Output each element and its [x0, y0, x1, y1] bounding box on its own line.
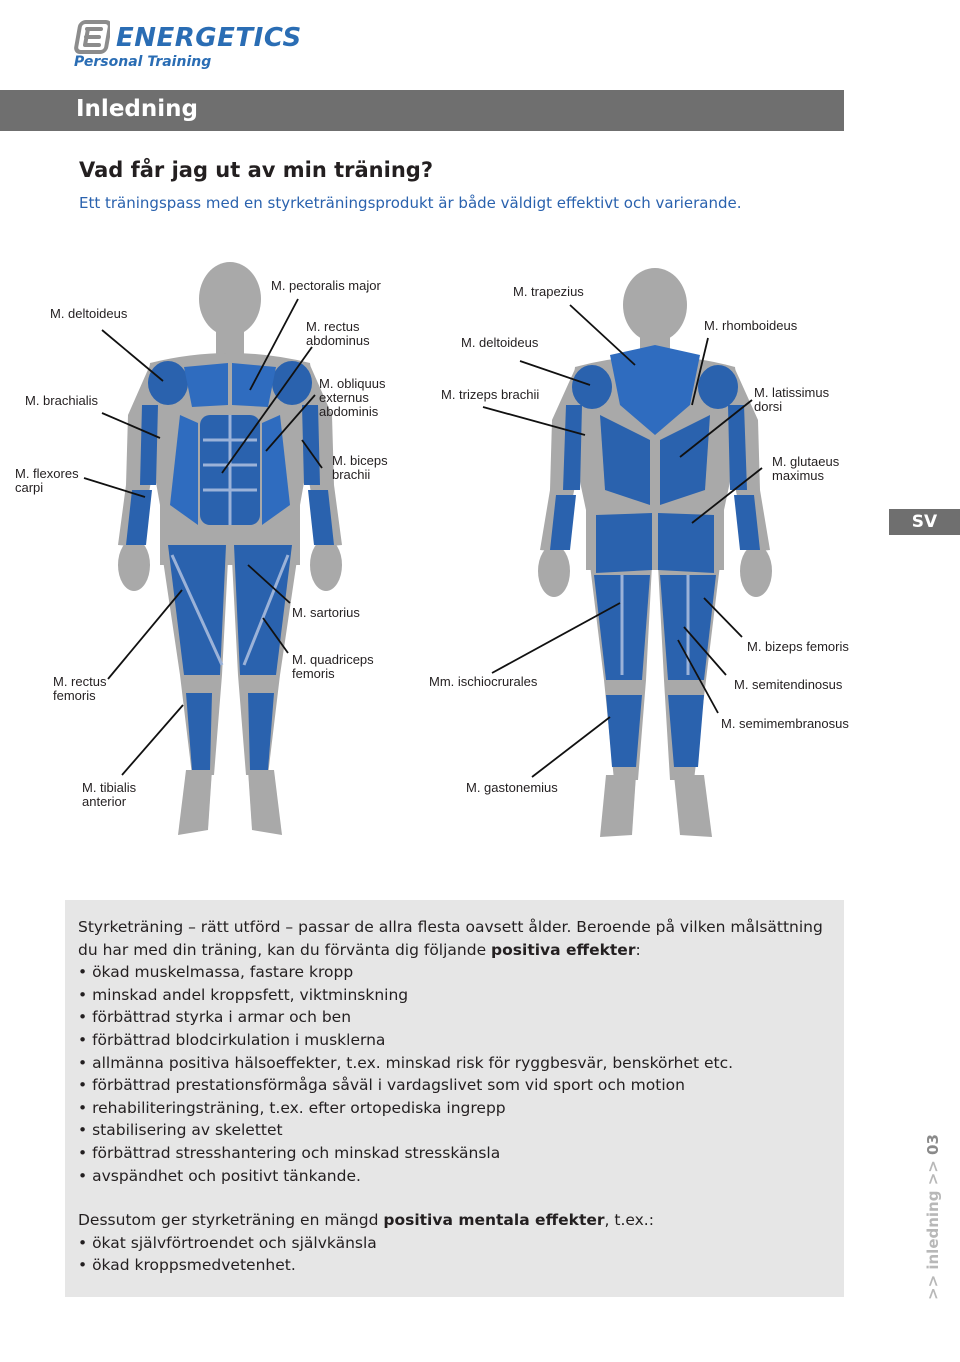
label-sartorius: M. sartorius — [292, 605, 360, 620]
label-flexores-carpi: M. flexores carpi — [15, 466, 79, 495]
list-item: • förbättrad styrka i armar och ben — [78, 1006, 838, 1029]
label-brachialis: M. brachialis — [25, 393, 98, 408]
label-biceps-brachii: M. biceps brachii — [332, 453, 388, 482]
label-tibialis-anterior: M. tibialis anterior — [82, 780, 137, 809]
label-back-deltoideus: M. deltoideus — [461, 335, 539, 350]
anatomy-diagram — [0, 255, 960, 845]
label-rectus-femoris: M. rectus femoris — [53, 674, 107, 703]
label-latissimus-dorsi: M. latissimus dorsi — [754, 385, 830, 414]
label-semimembranosus: M. semimembranosus — [721, 716, 849, 731]
language-tab: SV — [889, 509, 960, 535]
label-ischiocrurales: Mm. ischiocrurales — [429, 674, 538, 689]
list-item: • minskad andel kroppsfett, viktminskning — [78, 984, 838, 1007]
label-rectus-abdominus: M. rectus abdominus — [306, 319, 370, 348]
list-item: • ökad muskelmassa, fastare kropp — [78, 961, 838, 984]
effects-list — [78, 961, 838, 1187]
back-figure — [538, 268, 772, 837]
side-page-nav — [924, 1100, 944, 1300]
section-header-bar — [0, 90, 844, 131]
info-intro-text: Styrketräning – rätt utförd – passar de allra flesta oavsett ålder. Beroende på vilken målsättning du har med din träning, kan du förvänta dig följande — [78, 918, 823, 959]
brand-logo — [74, 20, 304, 72]
label-gastronemius: M. gastonemius — [466, 780, 558, 795]
info-content — [78, 916, 838, 1277]
list-item: • förbättrad stresshantering och minskad stresskänsla — [78, 1142, 838, 1165]
info-intro — [78, 916, 838, 961]
list-item: • ökad kroppsmedvetenhet. — [78, 1254, 838, 1277]
label-trapezius: M. trapezius — [513, 284, 584, 299]
brand-name: ENERGETICS — [116, 23, 302, 53]
page-number: 03 — [924, 1134, 942, 1155]
label-glutaeus-maximus: M. glutaeus maximus — [772, 454, 840, 483]
mental-effects-list — [78, 1232, 838, 1277]
list-item: • förbättrad prestationsförmåga såväl i vardagslivet som vid sport och motion — [78, 1074, 838, 1097]
energetics-logo-icon — [74, 20, 110, 54]
info-intro-end: : — [635, 940, 641, 959]
mental-intro-text: Dessutom ger styrketräning en mängd — [78, 1211, 384, 1230]
label-quadriceps-femoris: M. quadriceps femoris — [292, 652, 374, 681]
mental-intro — [78, 1209, 838, 1232]
mental-intro-bold: positiva mentala effekter — [383, 1211, 605, 1230]
list-item: • stabilisering av skelettet — [78, 1119, 838, 1142]
section-title: Inledning — [76, 96, 198, 122]
list-item: • rehabiliteringsträning, t.ex. efter ortopediska ingrepp — [78, 1097, 838, 1120]
list-item: • avspändhet och positivt tänkande. — [78, 1165, 838, 1188]
side-nav-path: >> inledning >> — [924, 1154, 942, 1300]
label-bizeps-femoris: M. bizeps femoris — [747, 639, 849, 654]
page-subline: Ett träningspass med en styrketräningsprodukt är både väldigt effektivt och varierande. — [79, 194, 742, 212]
label-rhomboideus: M. rhomboideus — [704, 318, 798, 333]
page-headline: Vad får jag ut av min träning? — [79, 158, 433, 182]
info-box — [65, 900, 844, 1297]
label-semitendinosus: M. semitendinosus — [734, 677, 843, 692]
label-trizeps-brachii: M. trizeps brachii — [441, 387, 540, 402]
label-front-deltoideus: M. deltoideus — [50, 306, 128, 321]
mental-intro-end: , t.ex.: — [604, 1211, 654, 1230]
list-item: • allmänna positiva hälsoeffekter, t.ex. minskad risk för ryggbesvär, benskörhet etc. — [78, 1052, 838, 1075]
list-item: • ökat självförtroendet och självkänsla — [78, 1232, 838, 1255]
label-pectoralis-major: M. pectoralis major — [271, 278, 381, 293]
info-intro-bold: positiva effekter — [491, 940, 636, 959]
label-obliquus: M. obliquus externus abdominis — [319, 376, 386, 419]
list-item: • förbättrad blodcirkulation i musklerna — [78, 1029, 838, 1052]
brand-subtitle: Personal Training — [74, 54, 212, 70]
